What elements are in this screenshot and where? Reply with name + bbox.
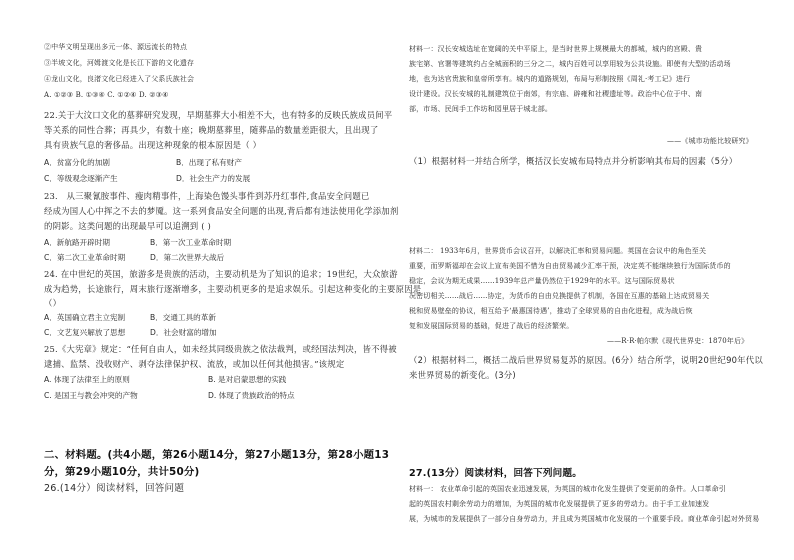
q27-heading: 27.(13分）阅读材料，回答下列问题。 bbox=[409, 468, 583, 479]
q27-material-line-3: 展，为城市的发展提供了一部分自身劳动力，并且成为英国城市化发展的一个重要手段。商业革命引起对外贸易 bbox=[409, 515, 760, 523]
q24-option-b: B．交通工具的革新 bbox=[150, 313, 216, 322]
q22-option-b: B．出现了私有财产 bbox=[176, 158, 242, 167]
q27-material-line-2: 起的英国农村剩余劳动力的增加，为英国的城市化发展提供了更多的劳动力。由于手工业加速发 bbox=[409, 500, 710, 508]
q23-option-c: C．第二次工业革命时期 bbox=[44, 253, 126, 262]
q24-line-3: （） bbox=[44, 298, 62, 308]
q22-line-1: 22.关于大汶口文化的墓葬研究发现，早期墓葬大小相差不大，也有特多的反映氏族成员间平 bbox=[44, 110, 393, 120]
q24-line-2: 成为趋势，长途旅行，周末旅行逐渐增多，主要动机更多的是追求娱乐。引起这种变化的主要原因是 bbox=[44, 284, 422, 294]
material-1-line-3: 地，也为达官贵族和皇帝所享有。城内的道路规划，布局与形制按照《周礼·考工记》进行 bbox=[409, 75, 691, 83]
material-1-line-4: 设计建设。汉长安城的礼制建筑位于南郊，有宗庙、辟雍和社稷遗址等。政治中心位于中、南 bbox=[409, 90, 703, 98]
q25-option-b: B. 是对启蒙思想的实践 bbox=[208, 375, 287, 384]
material-1-line-5: 部，市场、民间手工作坊和园里居于城北部。 bbox=[409, 105, 552, 113]
question-1: （1）根据材料一并结合所学，概括汉长安城布局特点并分析影响其布局的因素（5分） bbox=[409, 156, 738, 166]
material-1-line-2: 族宅第、官署等建筑约占全城面积的三分之二，城内百姓可以享用较为公共设施。即使有大型的活动场 bbox=[409, 60, 731, 68]
material-1-line-1: 材料一：汉长安城选址在宽阔的关中平原上，是当时世界上规模最大的都城，城内的宫殿、貴 bbox=[409, 45, 703, 53]
q22-option-d: D．社会生产力的发展 bbox=[176, 174, 251, 183]
q23-option-d: D．第二次世界大战后 bbox=[150, 253, 225, 262]
section-2-heading-line-1: 二、材料题。(共4小题，第26小题14分，第27小题13分，第28小题13 bbox=[44, 449, 390, 461]
q23-line-2: 经成为国人心中挥之不去的梦魇。这一系列食品安全问题的出现,背后都有违法使用化学添加剂 bbox=[44, 206, 399, 216]
q24-line-1: 24. 在中世纪的英国，旅游多是贵族的活动，主要动机是为了知识的追求；19世纪，大众旅游 bbox=[44, 269, 398, 279]
material-2-line-2: 重要，而罗斯福却在会议上宣布美国不惜为自由贸易减少汇率干预，决定英不能继续独行为国际货币的 bbox=[409, 262, 731, 270]
q24-option-a: A．英国确立君主立宪制 bbox=[44, 313, 126, 322]
q23-line-1: 23． 从三聚氰胺事件、瘦肉精事件，上海染色馒头事件到苏丹红事件,食品安全问题已 bbox=[44, 191, 370, 201]
q25-option-c: C. 是国王与教会冲突的产物 bbox=[44, 391, 138, 400]
material-2-line-4: 况密切相关……战后……协定，为货币的自由兑换提供了机制，各国在互惠的基础上达成贸易关 bbox=[409, 292, 710, 300]
q24-option-d: D．社会财富的增加 bbox=[150, 328, 217, 337]
section-2-heading-line-2: 分，第29小题10分，共计50分) bbox=[44, 466, 200, 478]
q25-line-2: 逮捕、监禁、没收财产、剥夺法律保护权、流放，或加以任何其他损害。”该规定 bbox=[44, 359, 345, 369]
q23-option-a: A．新航路开辟时期 bbox=[44, 238, 110, 247]
q22-line-2: 等关系的同性合葬；再具少，有数十座；晚期墓葬里，随葬品的数量差距很大，且出现了 bbox=[44, 125, 379, 135]
right-column bbox=[397, 0, 794, 560]
material-2-line-5: 税和贸易壁垒的协议，相互给予‘最惠国待遇’，推动了全球贸易的自由化进程，成为战后恢 bbox=[409, 307, 693, 315]
material-2-line-1: 材料二： 1933年6月，世界货币会议召开，以解决汇率和贸易问题。英国在会议中的角色至关 bbox=[409, 247, 707, 255]
q25-option-d: D. 体现了贵族政治的特点 bbox=[208, 391, 295, 400]
material-2-source: ——R·R·帕尔默《现代世界史：1870年后》 bbox=[607, 337, 749, 345]
material-1-source: ——《城市功能比较研究》 bbox=[667, 137, 753, 145]
q23-option-b: B．第一次工业革命时期 bbox=[150, 238, 232, 247]
option-line-4: ④龙山文化，良渚文化已经进入了父系氏族社会 bbox=[44, 75, 195, 83]
q23-line-3: 的阴影。这类问题的出现最早可以追溯到 ( ) bbox=[44, 221, 212, 231]
material-2-line-3: 稳定，会议为期无成果……1939年总产量仍然位于1929年的水平。这与国际贸易状 bbox=[409, 277, 675, 285]
material-2-line-6: 复和发展国际贸易的基础，促进了战后的经济繁荣。 bbox=[409, 322, 574, 330]
question-2-line-2: 来世界贸易的新变化。(3分) bbox=[409, 370, 516, 380]
q25-option-a: A. 体现了法律至上的原则 bbox=[44, 375, 130, 384]
option-line-2: ②中华文明呈现出多元一体、源远流长的特点 bbox=[44, 43, 187, 51]
q22-option-c: C．等级观念逐渐产生 bbox=[44, 174, 118, 183]
question-2-line-1: （2）根据材料二，概括二战后世界贸易复苏的原因。(6分）结合所学，说明20世纪90年代以 bbox=[409, 355, 763, 365]
q22-line-3: 具有贵族气息的奢侈品。出现这种现象的根本原因是（ ） bbox=[44, 140, 262, 150]
q21-options: A. ①②③ B. ①③④ C. ①②④ D. ②③④ bbox=[44, 91, 169, 99]
q25-line-1: 25.《大宪章》规定：“任何自由人，如未经其同级贵族之依法裁判，或经国法判决，皆不得被 bbox=[44, 344, 397, 354]
q24-option-c: C．文艺复兴解放了思想 bbox=[44, 328, 126, 337]
q26-heading: 26.(14分）阅读材料，回答问题 bbox=[44, 483, 185, 494]
option-line-3: ③半坡文化，河姆渡文化是长江下游的文化遗存 bbox=[44, 59, 195, 67]
q22-option-a: A．贫富分化的加剧 bbox=[44, 158, 110, 167]
q27-material-line-1: 材料一： 农业革命引起的英国农业迅速发展，为英国的城市化发生提供了变更前的条件。人口革命引 bbox=[409, 485, 726, 493]
